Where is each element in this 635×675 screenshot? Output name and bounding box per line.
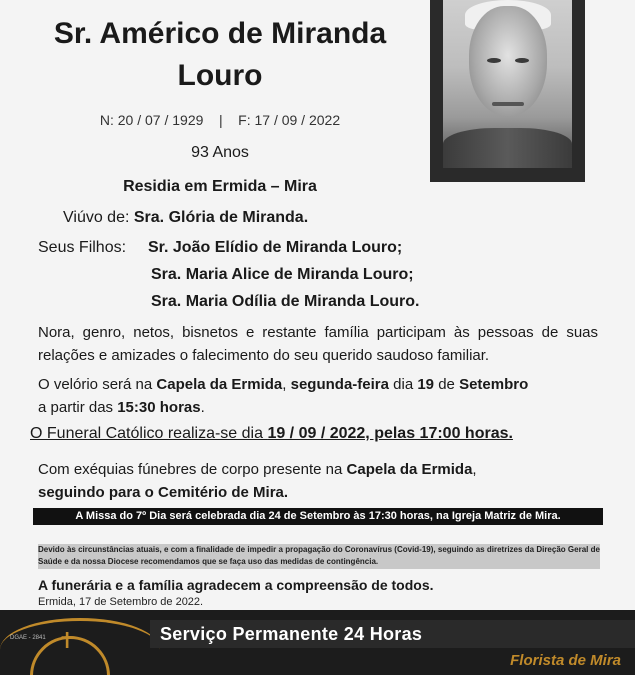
mass-notice: A Missa do 7º Dia será celebrada dia 24 de Setembro às 17:30 horas, na Igreja Matriz de Mira. bbox=[33, 508, 603, 525]
place-date: Ermida, 17 de Setembro de 2022. bbox=[38, 596, 204, 608]
exequies-info: Com exéquias fúnebres de corpo presente na Capela da Ermida, seguindo para o Cemitério de Mira. bbox=[38, 461, 477, 501]
wake-info: O velório será na Capela da Ermida, segunda-feira dia 19 de Setembro a partir das 15:30 horas. bbox=[38, 376, 529, 416]
child-2: Sra. Maria Alice de Miranda Louro; bbox=[151, 266, 414, 283]
child-3: Sra. Maria Odília de Miranda Louro. bbox=[151, 293, 420, 310]
deceased-name-line2: Louro bbox=[177, 59, 263, 92]
widower-line: Viúvo de: Sra. Glória de Miranda. bbox=[63, 209, 309, 226]
license-number: DGAE - 2841 bbox=[10, 635, 46, 641]
age: 93 Anos bbox=[191, 144, 249, 161]
funeral-info: O Funeral Católico realiza-se dia 19 / 09 / 2022, pelas 17:00 horas. bbox=[30, 425, 513, 442]
family-notice: Nora, genro, netos, bisnetos e restante família participam às pessoas de suas relações e amizades o falecimento do seu querido saudoso familiar. bbox=[38, 324, 598, 364]
thanks-message: A funerária e a família agradecem a compreensão de todos. bbox=[38, 577, 434, 593]
children-label: Seus Filhos: bbox=[38, 239, 127, 256]
portrait-photo bbox=[430, 0, 585, 182]
birth-death-dates: N: 20 / 07 / 1929 | F: 17 / 09 / 2022 bbox=[99, 112, 341, 128]
florist-name: Florista de Mira bbox=[510, 652, 621, 669]
covid-notice: Devido às circunstâncias atuais, e com a finalidade de impedir a propagação do Coronavírus (Covid-19), seguindo as diretrizes da Direção Geral de Saúde e da nossa Diocese recomendamos que se faça uso das medidas de contingência. bbox=[38, 544, 600, 569]
residence: Residia em Ermida – Mira bbox=[123, 178, 317, 195]
child-1: Sr. João Elídio de Miranda Louro; bbox=[148, 239, 403, 256]
footer bbox=[0, 610, 635, 675]
cross-icon: ✝ bbox=[58, 628, 77, 653]
deceased-name-line1: Sr. Américo de Miranda bbox=[53, 17, 387, 50]
service-banner: Serviço Permanente 24 Horas bbox=[150, 620, 635, 648]
